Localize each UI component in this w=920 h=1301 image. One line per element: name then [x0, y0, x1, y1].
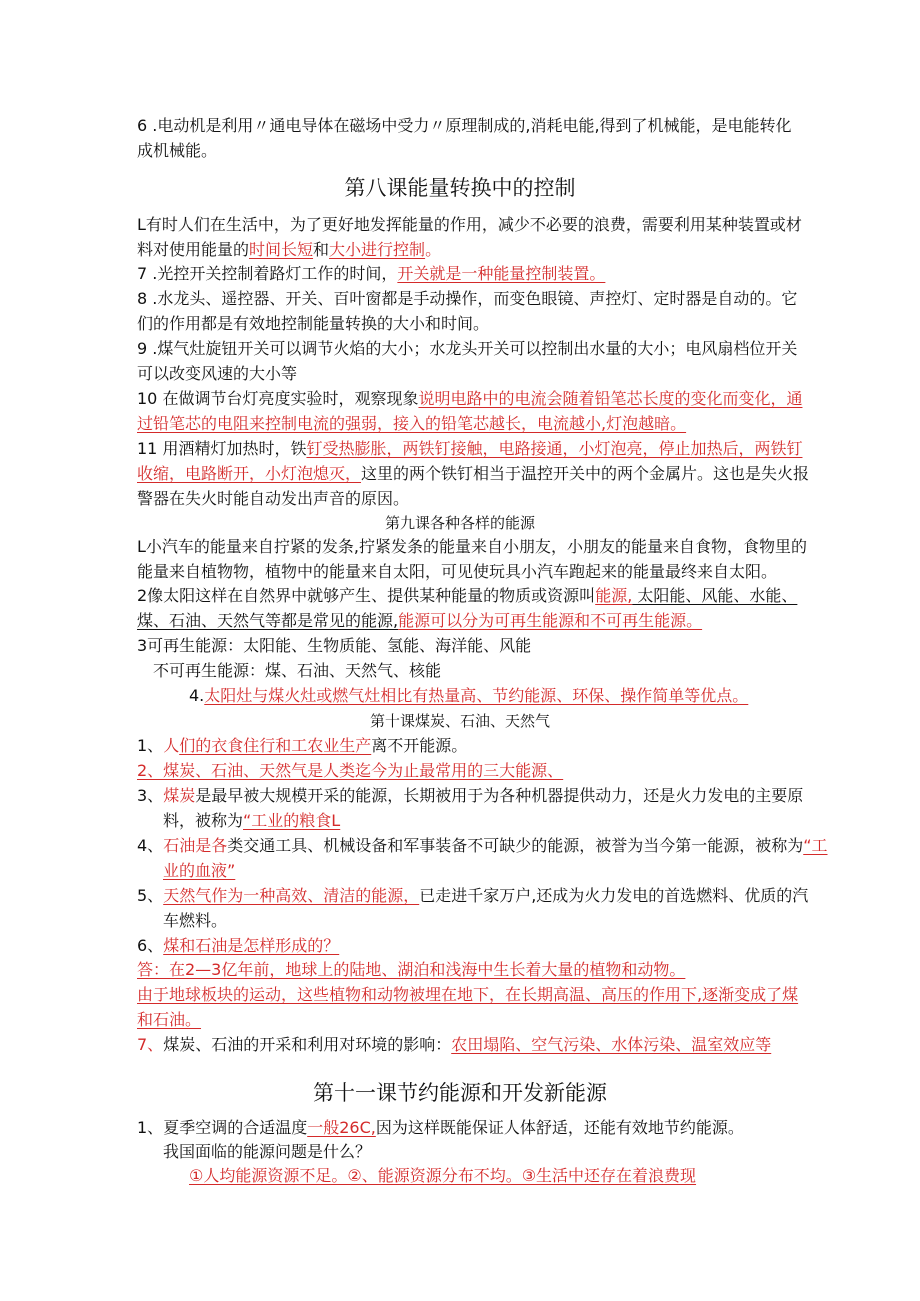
text-run: 和 [313, 240, 330, 259]
lesson8-item8-line2: 们的作用都是有效地控制能量转换的大小和时间。 [137, 314, 490, 333]
text-run: 料对使用能量的 [137, 240, 250, 259]
answer-run: 一般26C, [307, 1118, 376, 1137]
lesson9-item2-line2 [137, 609, 702, 633]
lesson8-title: 第八课能量转换中的控制 [344, 176, 576, 200]
lesson11-answer: ①人均能源资源不足。②、能源资源分布不均。③生活中还存在着浪费现 [189, 1166, 697, 1185]
text-run: 4. [189, 686, 205, 705]
lesson8-item1-line1: L有时人们在生活中，为了更好地发挥能量的作用，减少不必要的浪费，需要利用某种装置或材 [137, 215, 802, 234]
text-run: 类交通工具、机械设备和军事装备不可缺少的能源，被誉为当今第一能源，被称为 [227, 836, 804, 855]
text-run: 因为这样既能保证人体舒适，还能有效地节约能源。 [375, 1118, 744, 1137]
lesson9-item3-line1: 3可再生能源：太阳能、生物质能、氢能、海洋能、风能 [137, 636, 532, 655]
text-run: 离不开能源。 [371, 736, 468, 755]
lesson8-item9-line2: 可以改变风速的大小等 [137, 364, 298, 383]
lesson10-answer-line2: 由于地球板块的运动，这些植物和动物被埋在地下，在长期高温、高压的作用下,逐渐变成了煤 [137, 985, 799, 1004]
lesson9-item2-line1 [137, 584, 797, 608]
text-run: 煤炭、石油的开采和利用对环境的影响： [163, 1035, 452, 1054]
lesson7-item6-line2: 成机械能。 [137, 141, 218, 160]
lesson11-title: 第十一课节约能源和开发新能源 [313, 1081, 607, 1105]
lesson10-title: 第十课煤炭、石油、天然气 [369, 712, 550, 730]
lesson9-title: 第九课各种各样的能源 [384, 514, 535, 532]
lesson8-item1-line2 [137, 238, 441, 262]
text-run: 料，被称为 [163, 811, 244, 830]
lesson10-item4-line2: 业的血液” [163, 861, 236, 880]
answer-run: 收缩，电路断开，小灯泡熄灭， [137, 464, 362, 483]
text-run: 10 在做调节台灯亮度实验时，观察现象 [137, 389, 419, 408]
answer-run: “工业的粮食L [243, 811, 341, 830]
answer-run: 说明电路中的电流会随着铅笔芯长度的变化而变化，通 [418, 389, 803, 408]
text-run: 7 .光控开关控制着路灯工作的时间， [137, 264, 398, 283]
answer-run: 煤和石油是怎样形成的？ [163, 936, 340, 955]
lesson9-item3-line2: 不可再生能源：煤、石油、天然气、核能 [153, 661, 442, 680]
lesson8-item7 [137, 262, 605, 286]
lesson11-question: 我国面临的能源问题是什么？ [163, 1142, 372, 1161]
answer-run: 人 [163, 736, 180, 755]
lesson8-item10-line2: 过铅笔芯的电阻来控制电流的强弱，接入的铅笔芯越长，电流越小,灯泡越暗。 [137, 414, 687, 433]
text-run: 6、 [137, 936, 164, 955]
lesson10-item5-line1 [137, 884, 808, 908]
lesson9-item1-line1: L小汽车的能量来自拧紧的发条,拧紧发条的能量来自小朋友，小朋友的能量来自食物，食物里的 [137, 537, 808, 556]
text-run: 7、 [137, 1035, 164, 1054]
lesson9-item1-line2: 能量来自植物物，植物中的能量来自太阳，可见使玩具小汽车跑起来的能量最终来自太阳。 [137, 562, 778, 581]
lesson11-item1 [137, 1116, 744, 1140]
text-run: 这里的两个铁钉相当于温控开关中的两个金属片。这也是失火报 [361, 464, 810, 483]
answer-run: 能源可以分为可再生能源和不可再生能源。 [398, 611, 703, 630]
answer-run: 天然气作为一种高效、清洁的能源， [163, 886, 420, 905]
text-run: 夏季空调的合适温度 [163, 1118, 308, 1137]
answer-run: 能源, [595, 586, 633, 605]
answer-run: 钉受热膨胀，两铁钉接触，电路接通，小灯泡亮，停止加热后，两铁钉 [306, 439, 803, 458]
text-run: 太阳能、风能、水能、 [632, 586, 798, 605]
lesson8-item11-line1 [137, 437, 802, 461]
lesson7-item6-line1: 6 .电动机是利用〃通电导体在磁场中受力〃原理制成的,消耗电能,得到了机械能，是电能转化 [137, 116, 792, 135]
lesson8-item11-line3: 警器在失火时能自动发出声音的原因。 [137, 489, 410, 508]
text-run: 已走进千家万户,还成为火力发电的首选燃料、优质的汽 [419, 886, 809, 905]
lesson10-item5-line2: 车燃料。 [163, 911, 228, 930]
lesson10-item2: 2、煤炭、石油、天然气是人类迄今为止最常用的三大能源、 [137, 761, 564, 780]
answer-run: 大小进行控制 [329, 240, 426, 259]
lesson10-answer-line1: 答：在2—3亿年前，地球上的陆地、湖泊和浅海中生长着大量的植物和动物。 [137, 960, 686, 979]
answer-run: 时间长短 [249, 240, 314, 259]
lesson10-item4-line1 [137, 834, 828, 858]
lesson10-item3-line2 [163, 809, 340, 833]
answer-run: 煤炭 [163, 786, 196, 805]
answer-run: “工 [803, 836, 828, 855]
lesson10-answer-line3: 和石油。 [137, 1010, 202, 1029]
answer-run: 们的衣食住行和工农业生产 [179, 736, 372, 755]
text-run: 2像太阳这样在自然界中就够产生、提供某种能量的物质或资源叫 [137, 586, 596, 605]
lesson10-item1 [137, 734, 467, 758]
lesson8-item9-line1: 9 .煤气灶旋钮开关可以调节火焰的大小；水龙头开关可以控制出水量的大小；电风扇档位开关 [137, 339, 798, 358]
lesson8-item11-line2 [137, 462, 809, 486]
text-run: 。 [425, 240, 442, 259]
answer-run: 太阳灶与煤火灶或燃气灶相比有热量高、节约能源、环保、操作简单等优点。 [204, 686, 749, 705]
text-run: 11 用酒精灯加热时，铁 [137, 439, 307, 458]
text-run: 5、 [137, 886, 164, 905]
lesson10-item3-line1 [137, 784, 803, 808]
answer-run: 开关就是一种能量控制装置。 [397, 264, 606, 283]
answer-run: 石油是各 [163, 836, 228, 855]
lesson10-item7 [137, 1033, 771, 1057]
text-run: 3、 [137, 786, 164, 805]
text-run: 是最早被大规模开采的能源，长期被用于为各种机器提供动力，还是火力发电的主要原 [195, 786, 804, 805]
answer-run: 农田塌陷、空气污染、水体污染、温室效应等 [451, 1035, 772, 1054]
lesson10-item6 [137, 934, 339, 958]
lesson8-item10-line1 [137, 387, 802, 411]
text-run: 煤、石油、天然气等都是常见的能源, [137, 611, 399, 630]
text-run: 1、 [137, 1118, 164, 1137]
text-run: 1、 [137, 736, 164, 755]
lesson8-item8-line1: 8 .水龙头、遥控器、开关、百叶窗都是手动操作，而变色眼镜、声控灯、定时器是自动的。它 [137, 289, 798, 308]
lesson9-item4 [189, 684, 748, 708]
text-run: 4、 [137, 836, 164, 855]
